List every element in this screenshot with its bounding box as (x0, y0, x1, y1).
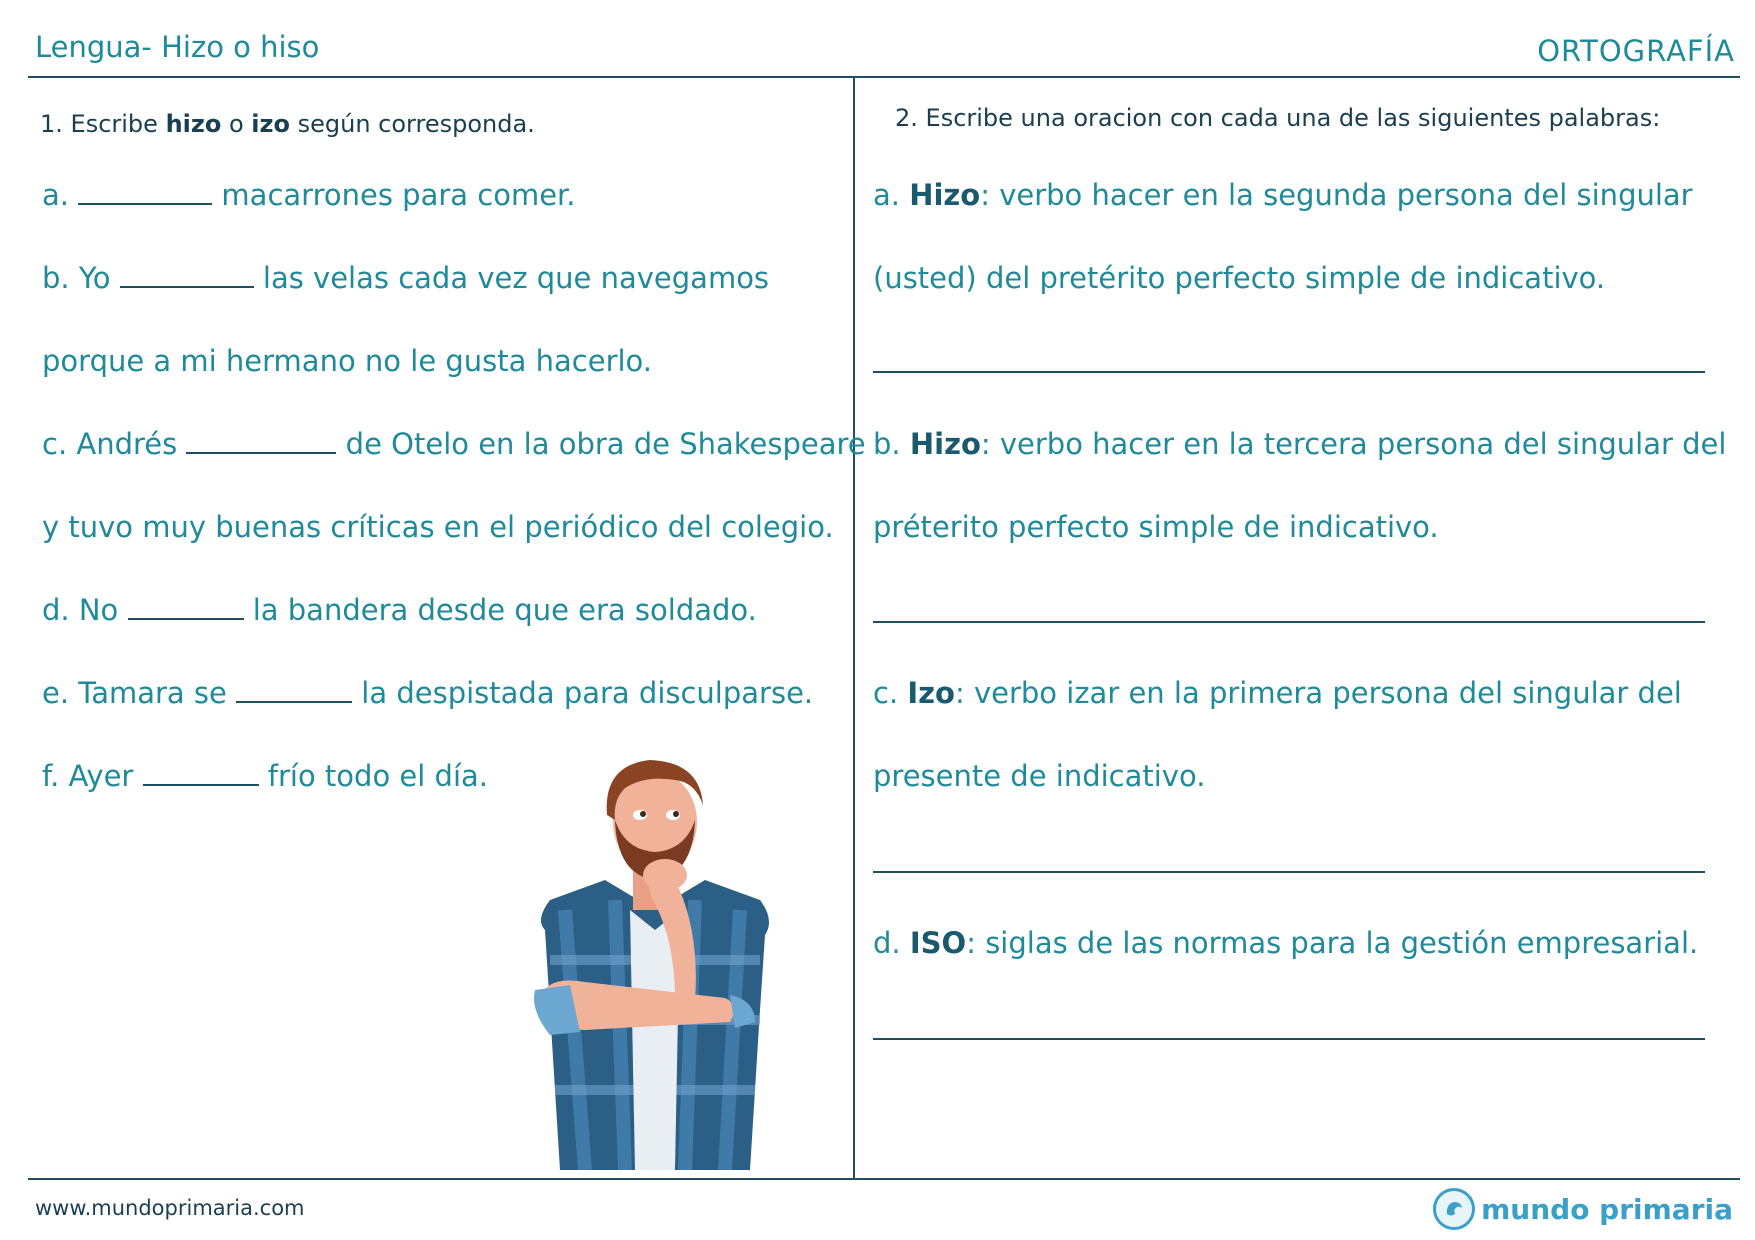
thinking-man-illustration (525, 760, 785, 1170)
answer-blank[interactable] (128, 596, 244, 620)
term-izo: Izo (907, 676, 955, 710)
exercise1-instruction: 1. Escribe hizo o izo según corresponda. (40, 110, 535, 138)
brand-logo[interactable] (1433, 1188, 1733, 1230)
exercise1-item-e: e. Tamara se la despistada para disculparse. (42, 676, 814, 710)
exercise2-item-a-continued: (usted) del pretérito perfecto simple de indicativo. (873, 261, 1606, 295)
answer-blank[interactable] (120, 264, 254, 288)
exercise1-item-b-continued: porque a mi hermano no le gusta hacerlo. (42, 344, 653, 378)
page-title: Lengua- Hizo o hiso (35, 30, 320, 64)
word-izo: izo (251, 110, 290, 138)
top-divider (28, 76, 1740, 78)
exercise2-item-c-continued: presente de indicativo. (873, 759, 1206, 793)
answer-line-d[interactable] (873, 1038, 1705, 1040)
exercise2-item-b: b. Hizo: verbo hacer en la tercera persona del singular del (873, 427, 1727, 461)
bottom-divider (28, 1178, 1740, 1180)
mundo-primaria-logo-icon (1433, 1188, 1475, 1230)
term-hizo: Hizo (909, 427, 981, 461)
answer-blank[interactable] (143, 762, 259, 786)
exercise2-item-d: d. ISO: siglas de las normas para la gestión empresarial. (873, 926, 1699, 960)
answer-line-a[interactable] (873, 371, 1705, 373)
exercise2-item-c: c. Izo: verbo izar en la primera persona del singular del (873, 676, 1682, 710)
answer-blank[interactable] (186, 430, 336, 454)
exercise1-item-b: b. Yo las velas cada vez que navegamos (42, 261, 770, 295)
exercise1-item-f: f. Ayer frío todo el día. (42, 759, 488, 793)
answer-line-b[interactable] (873, 621, 1705, 623)
exercise2-item-a: a. Hizo: verbo hacer en la segunda persona del singular (873, 178, 1693, 212)
term-iso: ISO (909, 926, 967, 960)
term-hizo: Hizo (909, 178, 981, 212)
exercise2-instruction: 2. Escribe una oracion con cada una de las siguientes palabras: (895, 104, 1661, 132)
exercise1-item-d: d. No la bandera desde que era soldado. (42, 593, 757, 627)
footer-url[interactable]: www.mundoprimaria.com (35, 1196, 305, 1220)
word-hizo: hizo (165, 110, 222, 138)
answer-blank[interactable] (236, 679, 352, 703)
exercise1-item-a: a. macarrones para comer. (42, 178, 576, 212)
brand-name: mundo primaria (1481, 1192, 1733, 1226)
exercise1-item-c-continued: y tuvo muy buenas críticas en el periódico del colegio. (42, 510, 834, 544)
answer-line-c[interactable] (873, 871, 1705, 873)
answer-blank[interactable] (78, 181, 212, 205)
exercise2-item-b-continued: préterito perfecto simple de indicativo. (873, 510, 1439, 544)
subject-label: ORTOGRAFÍA (1537, 34, 1735, 68)
column-divider (853, 77, 855, 1178)
exercise1-item-c: c. Andrés de Otelo en la obra de Shakespeare (42, 427, 866, 461)
